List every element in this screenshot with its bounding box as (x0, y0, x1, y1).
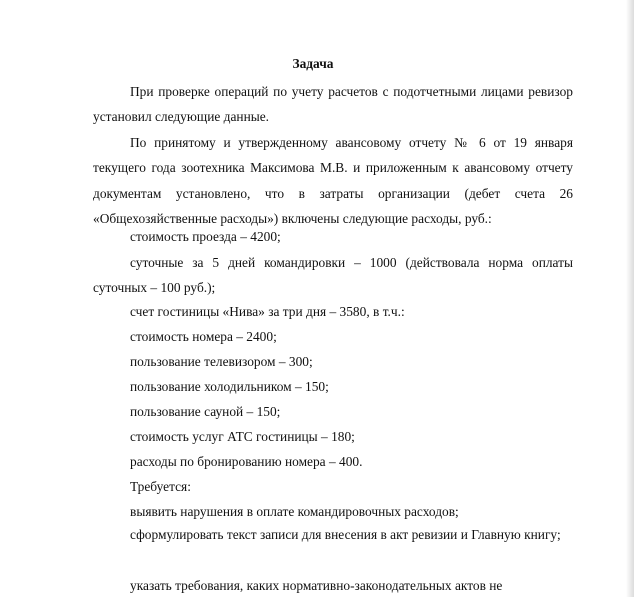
expense-travel: стоимость проезда – 4200; (130, 229, 281, 244)
expense-tv: пользование телевизором – 300; (130, 354, 313, 369)
expense-hotel: счет гостиницы «Нива» за три дня – 3580, в т.ч.: (130, 304, 405, 319)
expense-fridge: пользование холодильником – 150; (130, 379, 329, 394)
required-label: Требуется: (130, 479, 191, 494)
expense-per-diem: суточные за 5 дней командировки – 1000 (действовала норма оплаты суточных – 100 руб.); (93, 255, 573, 296)
expense-phone: стоимость услуг АТС гостиницы – 180; (130, 429, 355, 444)
intro-paragraph: При проверке операций по учету расчетов с подотчетными лицами ревизор установил следующие данные. (93, 84, 573, 125)
document-title: Задача (292, 56, 334, 71)
report-paragraph: По принятому и утвержденному авансовому отчету № 6 от 19 января текущего года зоотехника Максимова М.В. и приложенным к авансовому отчету документам установлено, что в затраты организации (дебет счета 26 «Общехозяйственные расходы») включены следующие расходы, руб.: (93, 135, 573, 227)
expense-room: стоимость номера – 2400; (130, 329, 277, 344)
task-identify-violations: выявить нарушения в оплате командировочных расходов; (130, 504, 459, 519)
task-specify-requirements: указать требования, каких нормативно-законодательных актов не (130, 578, 503, 593)
task-formulate-entry: сформулировать текст записи для внесения в акт ревизии и Главную книгу; (130, 527, 561, 542)
expense-sauna: пользование сауной – 150; (130, 404, 281, 419)
expense-booking: расходы по бронированию номера – 400. (130, 454, 363, 469)
page-edge-shadow (626, 0, 634, 597)
